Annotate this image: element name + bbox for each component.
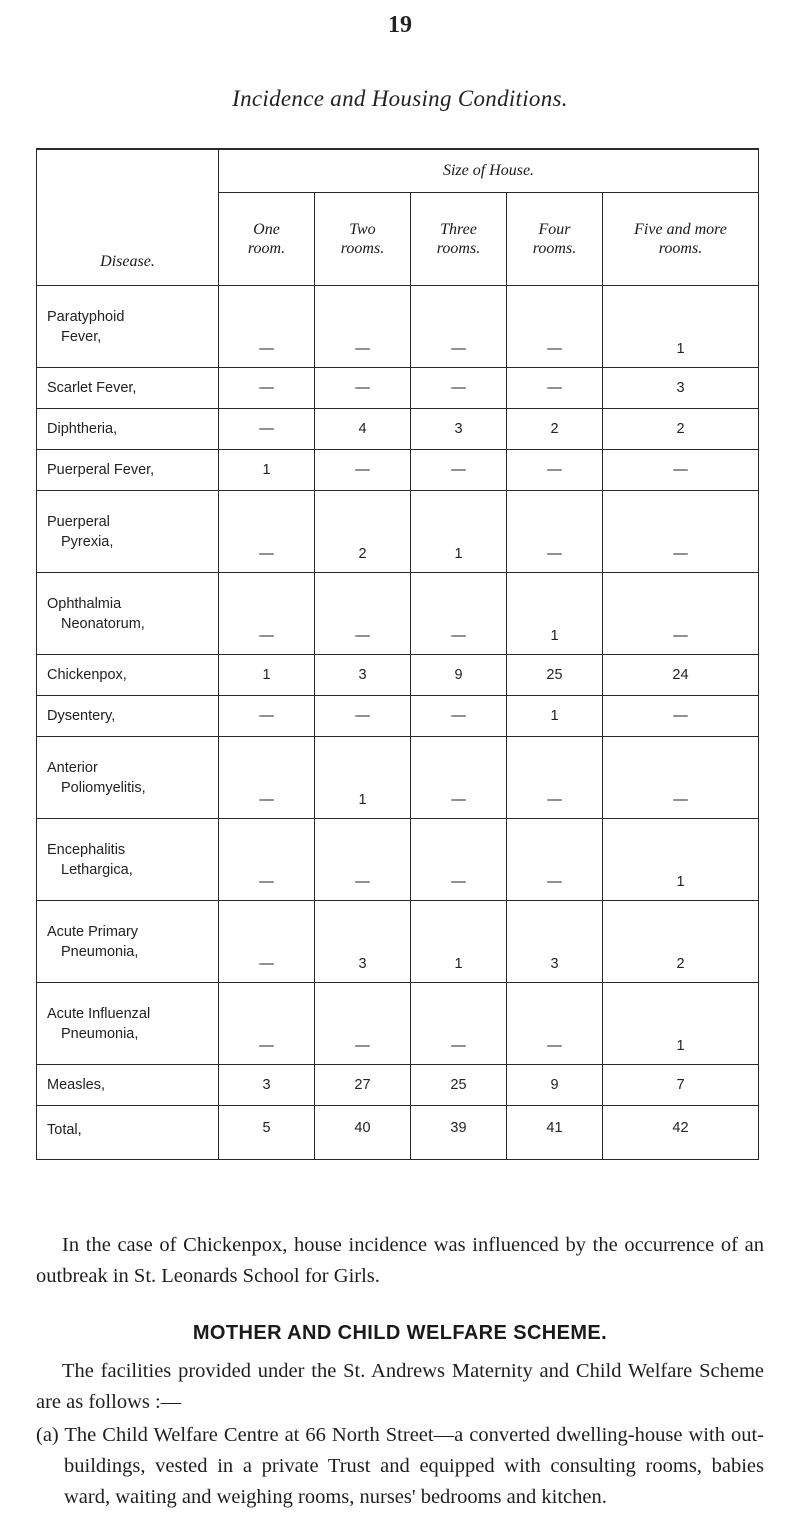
table-row <box>37 1065 759 1106</box>
column-header-line: rooms. <box>436 240 481 257</box>
table-cell: — <box>411 368 507 409</box>
column-header-line: Five and more <box>634 221 727 238</box>
table-cell: — <box>507 286 603 368</box>
table-cell: 39 <box>411 1106 507 1160</box>
incidence-table-container <box>36 148 758 1160</box>
disease-name-line: Pneumonia, <box>61 943 139 960</box>
total-row <box>37 1106 759 1160</box>
table-cell: 3 <box>315 901 411 983</box>
table-row <box>37 819 759 901</box>
table-cell: 3 <box>411 409 507 450</box>
table-cell: 1 <box>603 819 759 901</box>
table-cell: — <box>507 819 603 901</box>
column-header-line: One <box>253 221 280 238</box>
column-header-1 <box>219 193 315 286</box>
table-row <box>37 409 759 450</box>
table-cell: 2 <box>507 409 603 450</box>
disease-name-line: Ophthalmia <box>47 595 122 612</box>
table-row <box>37 696 759 737</box>
table-cell: — <box>219 737 315 819</box>
disease-name <box>37 1065 219 1106</box>
table-cell: 1 <box>603 983 759 1065</box>
disease-name-line: Total, <box>47 1122 82 1138</box>
disease-name-line: Anterior <box>47 759 98 776</box>
table-cell: 1 <box>603 286 759 368</box>
table-cell: — <box>315 450 411 491</box>
disease-name-line: Paratyphoid <box>47 308 125 325</box>
table-cell: — <box>603 696 759 737</box>
disease-name-line: Dysentery, <box>47 708 116 724</box>
table-cell: — <box>219 573 315 655</box>
incidence-table <box>36 148 759 1160</box>
table-cell: 2 <box>603 409 759 450</box>
section-heading: MOTHER AND CHILD WELFARE SCHEME. <box>192 1322 608 1344</box>
table-cell: — <box>411 983 507 1065</box>
table-row <box>37 450 759 491</box>
scheme-item-a: (a) The Child Welfare Centre at 66 North Street—a converted dwelling-house with out-buildings, vested in a private Trust and equipped with consulting rooms, babies ward, waiting and weighing rooms, nurses' bedrooms and kitchen. <box>36 1424 764 1508</box>
disease-name <box>37 819 219 901</box>
table-cell: 9 <box>411 655 507 696</box>
table-cell: 3 <box>315 655 411 696</box>
column-header-line: rooms. <box>532 240 577 257</box>
table-cell: 25 <box>507 655 603 696</box>
disease-name-line: Fever, <box>61 328 102 345</box>
disease-name-line: Encephalitis <box>47 841 126 858</box>
table-cell: — <box>411 737 507 819</box>
disease-column-header: Disease. <box>37 149 219 286</box>
disease-name-line: Acute Primary <box>47 923 139 940</box>
table-cell: — <box>219 983 315 1065</box>
table-cell: — <box>603 450 759 491</box>
disease-name-line: Puerperal Fever, <box>47 462 155 478</box>
table-cell: — <box>219 409 315 450</box>
table-cell: — <box>507 368 603 409</box>
table-cell: — <box>603 737 759 819</box>
disease-name <box>37 491 219 573</box>
disease-name-line: Scarlet Fever, <box>47 380 137 396</box>
disease-name <box>37 573 219 655</box>
table-cell: 1 <box>315 737 411 819</box>
table-row <box>37 655 759 696</box>
table-cell: 7 <box>603 1065 759 1106</box>
column-header-line: Two <box>349 221 376 238</box>
disease-name <box>37 901 219 983</box>
table-cell: — <box>219 286 315 368</box>
table-cell: — <box>411 819 507 901</box>
table-cell: 4 <box>315 409 411 450</box>
table-cell: 1 <box>411 901 507 983</box>
table-row <box>37 737 759 819</box>
disease-name-line: Diphtheria, <box>47 421 118 437</box>
table-cell: 27 <box>315 1065 411 1106</box>
table-row <box>37 573 759 655</box>
table-cell: — <box>603 573 759 655</box>
table-cell: 42 <box>603 1106 759 1160</box>
disease-name <box>37 655 219 696</box>
table-cell: 1 <box>507 696 603 737</box>
column-header-3 <box>411 193 507 286</box>
column-header-line: room. <box>247 240 286 257</box>
table-cell: — <box>219 491 315 573</box>
disease-name-line: Lethargica, <box>61 861 133 878</box>
table-row <box>37 286 759 368</box>
column-header-line: rooms. <box>658 240 703 257</box>
table-cell: — <box>411 286 507 368</box>
table-row <box>37 901 759 983</box>
table-cell: — <box>411 573 507 655</box>
column-header-2 <box>315 193 411 286</box>
disease-name-line: Puerperal <box>47 513 110 530</box>
chickenpox-note: In the case of Chickenpox, house incidence was influenced by the occurrence of an outbreak in St. Leonards School for Girls. <box>36 1234 764 1287</box>
table-cell: 40 <box>315 1106 411 1160</box>
table-cell: 41 <box>507 1106 603 1160</box>
table-cell: 1 <box>411 491 507 573</box>
disease-name-line: Pyrexia, <box>61 533 114 550</box>
disease-name <box>37 696 219 737</box>
table-cell: — <box>603 491 759 573</box>
table-row <box>37 491 759 573</box>
table-cell: 1 <box>219 655 315 696</box>
disease-name <box>37 1106 219 1160</box>
table-cell: — <box>507 491 603 573</box>
column-header-line: rooms. <box>340 240 385 257</box>
table-cell: — <box>411 450 507 491</box>
table-cell: — <box>315 573 411 655</box>
table-cell: 1 <box>507 573 603 655</box>
table-cell: — <box>219 368 315 409</box>
page-number: 19 <box>388 12 412 38</box>
disease-name-line: Poliomyelitis, <box>61 779 146 796</box>
size-of-house-header: Size of House. <box>219 149 759 193</box>
table-cell: — <box>315 368 411 409</box>
table-cell: 25 <box>411 1065 507 1106</box>
table-cell: 3 <box>603 368 759 409</box>
disease-name <box>37 409 219 450</box>
disease-name-line: Measles, <box>47 1077 106 1093</box>
table-cell: — <box>219 901 315 983</box>
table-cell: — <box>219 696 315 737</box>
table-row <box>37 368 759 409</box>
table-cell: — <box>315 286 411 368</box>
table-cell: 3 <box>507 901 603 983</box>
disease-name-line: Chickenpox, <box>47 667 127 683</box>
table-cell: — <box>315 983 411 1065</box>
table-cell: — <box>315 696 411 737</box>
table-cell: 2 <box>315 491 411 573</box>
disease-name-line: Neonatorum, <box>61 615 145 632</box>
table-cell: — <box>411 696 507 737</box>
table-cell: 9 <box>507 1065 603 1106</box>
table-cell: — <box>219 819 315 901</box>
table-cell: — <box>315 819 411 901</box>
disease-name <box>37 737 219 819</box>
table-cell: 3 <box>219 1065 315 1106</box>
page-title: Incidence and Housing Conditions. <box>232 86 568 111</box>
table-cell: — <box>507 450 603 491</box>
disease-name <box>37 368 219 409</box>
column-header-line: Four <box>538 221 571 238</box>
table-cell: 24 <box>603 655 759 696</box>
disease-name-line: Acute Influenzal <box>47 1005 151 1022</box>
table-row <box>37 983 759 1065</box>
table-cell: — <box>507 737 603 819</box>
table-cell: 1 <box>219 450 315 491</box>
column-header-4 <box>507 193 603 286</box>
table-cell: 5 <box>219 1106 315 1160</box>
disease-name <box>37 983 219 1065</box>
disease-name-line: Pneumonia, <box>61 1025 139 1042</box>
table-cell: — <box>507 983 603 1065</box>
disease-name <box>37 450 219 491</box>
scheme-intro: The facilities provided under the St. Andrews Maternity and Child Welfare Scheme are as follows :— <box>36 1360 764 1413</box>
column-header-line: Three <box>440 221 477 238</box>
disease-name <box>37 286 219 368</box>
table-cell: 2 <box>603 901 759 983</box>
column-header-5 <box>603 193 759 286</box>
